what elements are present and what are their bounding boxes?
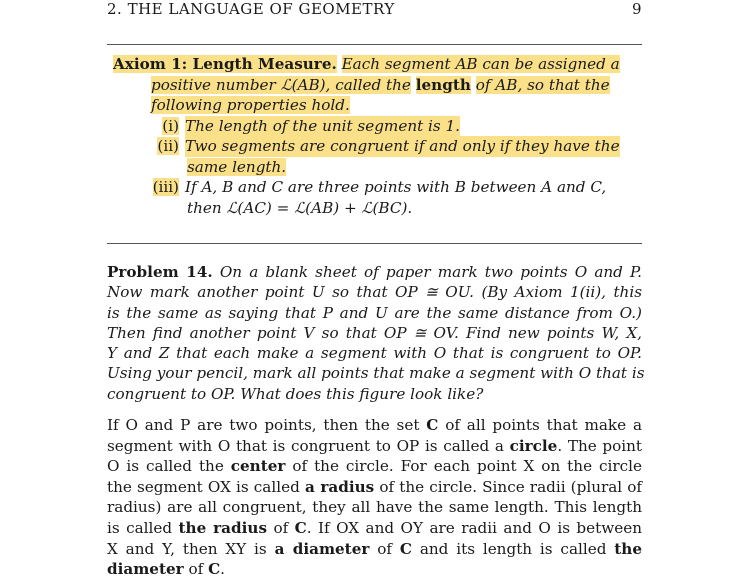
axiom-text: Each segment AB can be assigned a [341, 55, 620, 73]
property-number: (ii) [157, 137, 179, 155]
para-text: O is called the [107, 457, 224, 476]
property-text: same length. [187, 157, 287, 176]
para-line [107, 477, 642, 498]
property-text: If A, B and C are three points with B between A and C, [185, 178, 607, 196]
axiom-property-i [107, 116, 642, 137]
para-text: of all points that make a [445, 416, 642, 434]
axiom-title: Axiom 1: Length Measure. [113, 55, 337, 73]
term-a-diameter: a diameter [274, 539, 370, 558]
para-line [107, 539, 642, 560]
page-header [107, 0, 642, 22]
term-C: C [294, 518, 307, 537]
axiom-block [107, 54, 642, 218]
para-text: of [377, 539, 392, 558]
problem-label: Problem 14. [107, 263, 213, 281]
axiom-line-2 [107, 75, 642, 96]
para-text: X and Y, then XY is [107, 539, 267, 558]
property-number: (i) [162, 116, 179, 135]
problem-14 [107, 262, 645, 404]
term-circle: circle [509, 436, 558, 455]
para-text: . The point [557, 436, 643, 455]
property-text: then ℒ(AC) = ℒ(AB) + ℒ(BC). [187, 198, 413, 217]
para-line [107, 456, 642, 477]
term-a-radius: a radius [304, 477, 375, 496]
para-text: segment with O that is congruent to OP is called a [107, 436, 504, 455]
para-text: of [273, 518, 289, 537]
para-text: the segment OX is called [107, 477, 300, 496]
para-line: radius) are all congruent, they all have the same length. This length [107, 498, 642, 517]
axiom-text: following properties hold. [151, 96, 350, 114]
term-C: C [399, 539, 412, 558]
chapter-title: 2. THE LANGUAGE OF GEOMETRY [107, 0, 395, 18]
problem-line: Then find another point V so that OP ≅ OV. Find new points W, X, [107, 323, 642, 342]
term-C: C [426, 416, 439, 434]
axiom-term-length: length [415, 75, 471, 94]
problem-line: Y and Z that each make a segment with O that is congruent to OP. [107, 344, 642, 363]
axiom-property-iii-cont [107, 198, 642, 219]
axiom-property-ii-cont [107, 157, 642, 178]
section-rule [107, 243, 642, 244]
property-text: The length of the unit segment is 1. [185, 116, 461, 135]
problem-line: is the same as saying that P and U are the same distance from O.) [107, 303, 642, 322]
axiom-text: of AB, so that the [475, 75, 610, 94]
problem-line: Using your pencil, mark all points that make a segment with O that is [107, 364, 645, 383]
term-the: the [614, 539, 643, 558]
axiom-property-ii [107, 136, 642, 157]
para-line [107, 518, 642, 539]
problem-line [107, 262, 642, 282]
para-line [107, 415, 642, 436]
axiom-line-1 [107, 54, 642, 75]
para-text: and its length is called [419, 539, 607, 558]
circle-definition-paragraph [107, 415, 642, 580]
term-center: center [230, 457, 286, 476]
top-rule [107, 44, 642, 45]
para-text: of [188, 560, 204, 579]
para-text: is called [107, 518, 173, 537]
property-number: (iii) [152, 178, 179, 196]
term-diameter: diameter [107, 560, 184, 579]
para-line [107, 559, 642, 580]
problem-text: On a blank sheet of paper mark two points O and P. [219, 263, 642, 281]
page-number: 9 [631, 0, 642, 18]
para-text: . [220, 560, 225, 579]
property-text: Two segments are congruent if and only if they have the [185, 137, 620, 155]
axiom-property-iii [107, 177, 642, 198]
para-line [107, 436, 642, 457]
para-text: If O and P are two points, then the set [107, 416, 420, 434]
para-text: of the circle. Since radii (plural of [379, 477, 643, 496]
problem-line: congruent to OP. What does this figure look like? [107, 384, 484, 403]
term-C: C [208, 560, 221, 579]
axiom-text: positive number ℒ(AB), called the [151, 75, 411, 94]
problem-line: Now mark another point U so that OP ≅ OU. (By Axiom 1(ii), this [107, 283, 642, 302]
para-text: . If OX and OY are radii and O is between [306, 518, 643, 537]
para-text: of the circle. For each point X on the circle [292, 457, 642, 476]
term-the-radius: the radius [178, 518, 267, 537]
axiom-line-3 [107, 95, 642, 116]
